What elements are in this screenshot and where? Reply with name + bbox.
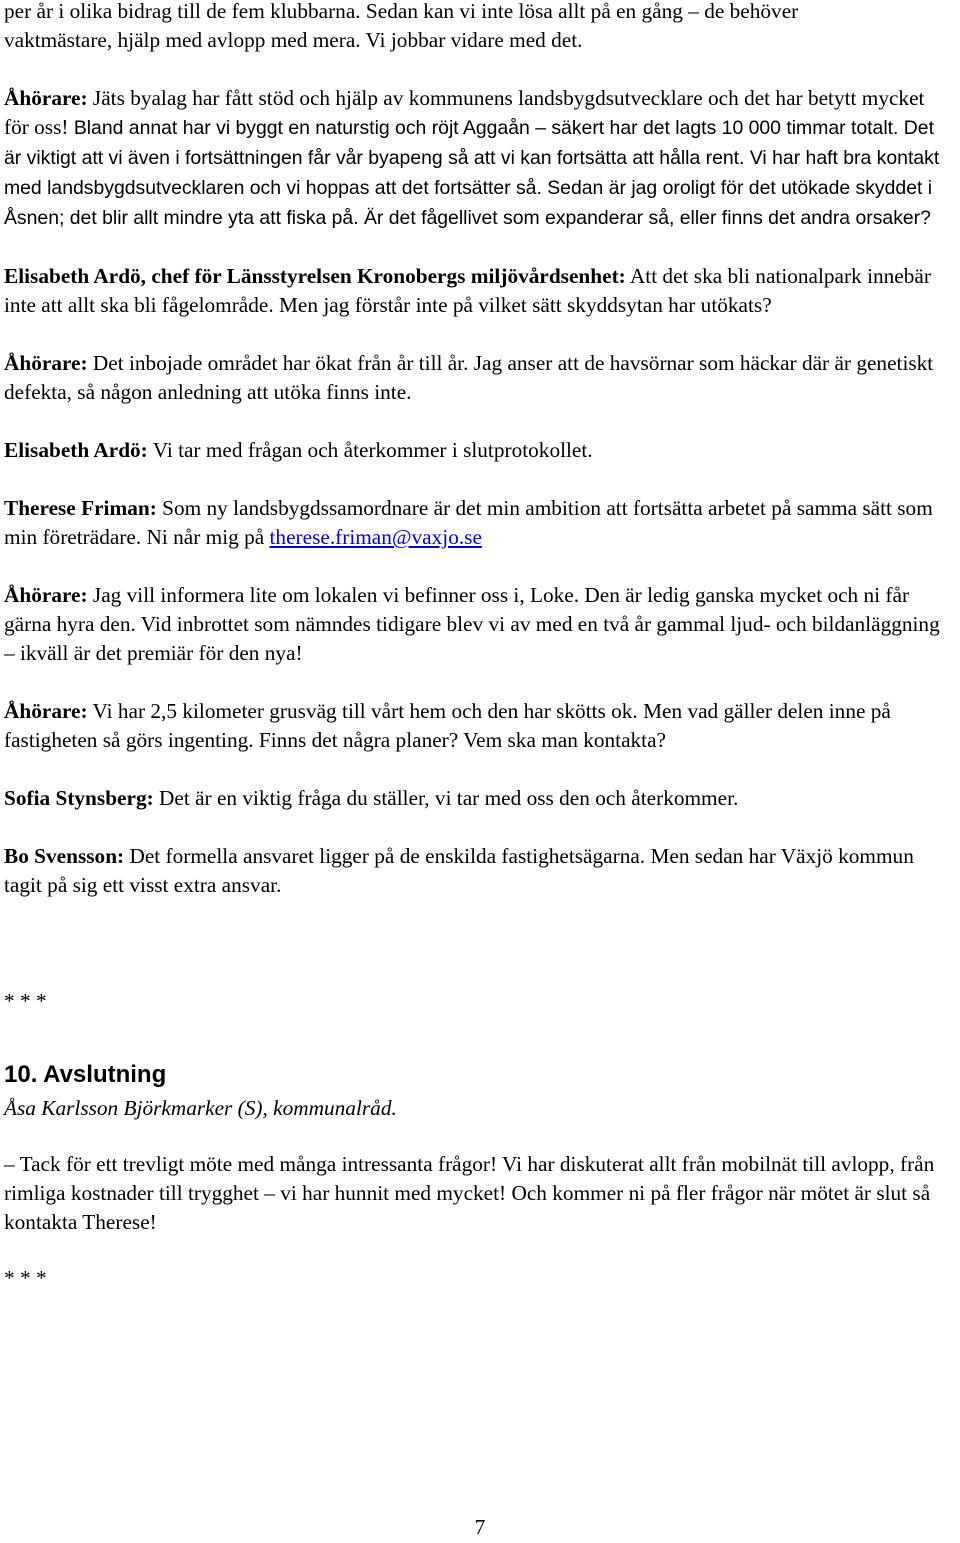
paragraph-closing: – Tack för ett trevligt möte med många intressanta frågor! Vi har diskuterat allt från mobilnät till avlopp, från rimliga kostnader till trygghet – vi har hunnit med mycket! Och kommer ni på fler frågor när mötet är slut så kontakta Therese!: [4, 1152, 935, 1234]
statement-text: Att det ska bli nationalpark innebär inte att allt ska bli fågelområde. Men jag förstår inte på vilket sätt skyddsytan har utökats?: [4, 264, 931, 317]
separator: * * *: [4, 1266, 47, 1290]
speaker-label: Åhörare:: [4, 86, 88, 110]
intro-line-2: vaktmästare, hjälp med avlopp med mera. Vi jobbar vidare med det.: [4, 28, 583, 52]
page-number: 7: [474, 1515, 486, 1539]
speaker-label: Åhörare:: [4, 699, 88, 723]
paragraph-audience-havsorn: [4, 349, 954, 407]
section-heading: 10. Avslutning: [4, 1061, 167, 1088]
paragraph-audience-grusvag: [4, 697, 954, 755]
intro-line-1: per år i olika bidrag till de fem klubbarna. Sedan kan vi inte lösa allt på en gång – de behöver: [4, 0, 799, 23]
statement-text: Som ny landsbygdssamordnare är det min ambition att fortsätta arbetet på samma sätt som min företrädare. Ni når mig på: [4, 496, 933, 549]
statement-text: Det inbojade området har ökat från år till år. Jag anser att de havsörnar som häckar där är genetiskt defekta, så någon anledning att utöka finns inte.: [4, 351, 934, 404]
paragraph-friman: [4, 494, 954, 552]
statement-text: Vi tar med frågan och återkommer i slutprotokollet.: [147, 438, 593, 462]
document-page: [4, 0, 954, 1293]
section-byline: Åsa Karlsson Björkmarker (S), kommunalråd.: [4, 1096, 397, 1120]
paragraph-ardo-chef: [4, 262, 954, 320]
paragraph-ardo-reply: [4, 436, 954, 465]
paragraph-audience-loke: [4, 581, 954, 668]
statement-text: Det formella ansvaret ligger på de enskilda fastighetsägarna. Men sedan har Växjö kommun tagit på sig ett visst extra ansvar.: [4, 844, 914, 897]
speaker-label: Elisabeth Ardö, chef för Länsstyrelsen Kronobergs miljövårdsenhet:: [4, 264, 626, 288]
speaker-label: Bo Svensson:: [4, 844, 125, 868]
statement-text: Jäts byalag har fått stöd och hjälp av kommunens landsbygdsutvecklare och det har betytt mycket för oss!: [4, 86, 925, 139]
speaker-label: Åhörare:: [4, 583, 88, 607]
speaker-label: Sofia Stynsberg:: [4, 786, 154, 810]
speaker-label: Therese Friman:: [4, 496, 157, 520]
paragraph-audience-jat: [4, 84, 954, 233]
email-link[interactable]: therese.friman@vaxjo.se: [269, 525, 482, 549]
statement-text: Det är en viktig fråga du ställer, vi tar med oss den och återkommer.: [153, 786, 739, 810]
statement-text: Vi har 2,5 kilometer grusväg till vårt hem och den har skötts ok. Men vad gäller delen inne på fastigheten så görs ingenting. Finns det några planer? Vem ska man kontakta?: [4, 699, 891, 752]
paragraph-svensson: [4, 842, 954, 900]
statement-text: Jag vill informera lite om lokalen vi befinner oss i, Loke. Den är ledig ganska mycket och ni får gärna hyra den. Vid inbrottet som nämndes tidigare blev vi av med en två år gammal ljud- och bildanläggning – ikväll är det premiär för den nya!: [4, 583, 940, 665]
paragraph-intro: [4, 0, 954, 55]
paragraph-stynsberg: [4, 784, 954, 813]
separator: * * *: [4, 989, 47, 1013]
speaker-label: Elisabeth Ardö:: [4, 438, 148, 462]
statement-text-sans: Bland annat har vi byggt en naturstig och röjt Aggaån – säkert har det lagts 10 000 timmar totalt. Det är viktigt att vi även i fortsättningen får vår byapeng så att vi kan fortsätta att hålla rent. Vi har haft bra kontakt med landsbygdsutvecklaren och vi hoppas att det fortsätter så. Sedan är jag oroligt för det utökade skyddet i Åsnen; det blir allt mindre yta att fiska på. Är det fågellivet som expanderar så, eller finns det andra orsaker?: [4, 117, 940, 229]
speaker-label: Åhörare:: [4, 351, 88, 375]
